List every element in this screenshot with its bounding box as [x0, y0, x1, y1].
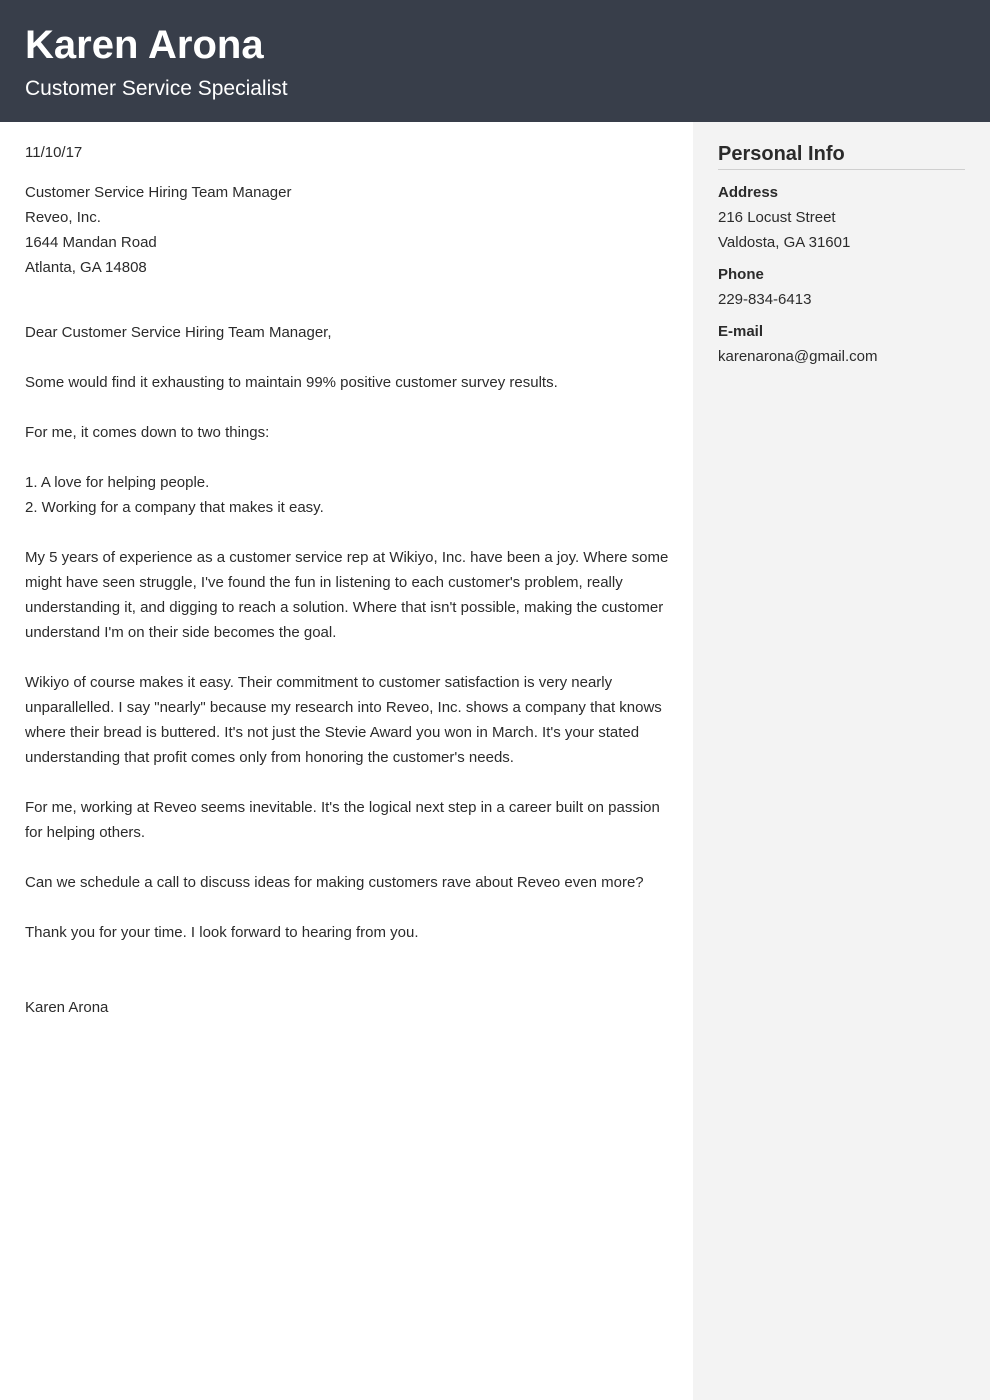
personal-info-sidebar: [693, 122, 990, 1400]
paragraph-2: For me, it comes down to two things:: [25, 424, 270, 441]
phone-label: Phone: [718, 266, 764, 283]
paragraph-1: Some would find it exhausting to maintain 99% positive customer survey results.: [25, 374, 558, 391]
letter-body: [0, 122, 693, 1400]
signature: Karen Arona: [25, 999, 109, 1016]
paragraph-4: Wikiyo of course makes it easy. Their commitment to customer satisfaction is very nearly unparallelled. I say "nearly" because my research into Reveo, Inc. shows a company that knows where their bread is buttered. It's not just the Stevie Award you won in March. It's your stated understanding that profit comes only from honoring the customer's needs.: [25, 674, 662, 766]
address-line-1: 216 Locust Street: [718, 209, 836, 226]
salutation: Dear Customer Service Hiring Team Manager,: [25, 324, 332, 341]
recipient-line: Customer Service Hiring Team Manager: [25, 184, 292, 201]
phone-value: 229-834-6413: [718, 291, 812, 308]
paragraph-3: My 5 years of experience as a customer service rep at Wikiyo, Inc. have been a joy. Where some might have seen struggle, I've found the fun in listening to each customer's problem, really understanding it, and digging to reach a solution. Where that isn't possible, making the customer understand I'm on their side becomes the goal.: [25, 549, 669, 641]
sidebar-heading: Personal Info: [718, 141, 965, 170]
header: [0, 0, 990, 122]
email-label: E-mail: [718, 323, 764, 340]
address-label: Address: [718, 184, 779, 201]
applicant-name: Karen Arona: [25, 23, 264, 67]
recipient-line: 1644 Mandan Road: [25, 234, 157, 251]
address-line-2: Valdosta, GA 31601: [718, 234, 851, 251]
list-item: 1. A love for helping people.: [25, 474, 210, 491]
reasons-list: [25, 470, 673, 520]
email-group: [718, 320, 965, 369]
paragraph-5: For me, working at Reveo seems inevitable. It's the logical next step in a career built on passion for helping others.: [25, 799, 660, 841]
letter-date: 11/10/17: [25, 144, 83, 161]
email-value: karenarona@gmail.com: [718, 348, 878, 365]
list-item: 2. Working for a company that makes it easy.: [25, 499, 324, 516]
closing: Thank you for your time. I look forward to hearing from you.: [25, 924, 419, 941]
recipient-block: [25, 180, 673, 280]
recipient-line: Atlanta, GA 14808: [25, 259, 147, 276]
address-group: [718, 181, 965, 255]
job-title: Customer Service Specialist: [25, 77, 288, 100]
recipient-line: Reveo, Inc.: [25, 209, 101, 226]
phone-group: [718, 263, 965, 312]
paragraph-6: Can we schedule a call to discuss ideas for making customers rave about Reveo even more?: [25, 874, 644, 891]
